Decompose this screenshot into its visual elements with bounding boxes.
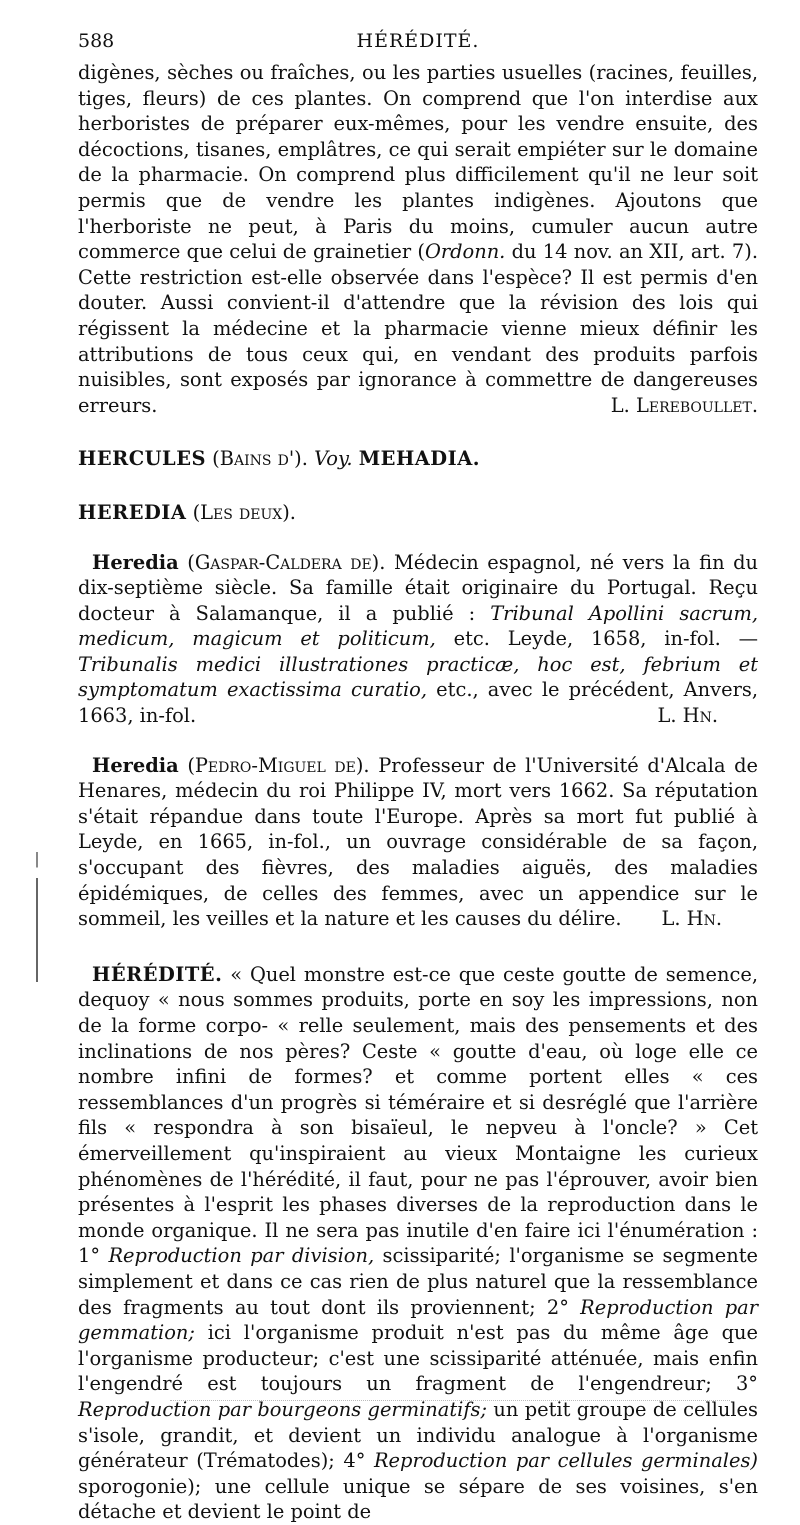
gaspar-text1: Médecin espagnol, né vers la fin du dix-septième siècle. Sa famille était originaire du Portugal. Reçu docteur à Salamanque, il a publié : [78, 550, 758, 625]
pedro-head: Heredia [92, 753, 179, 777]
entry-heredia-paren: (Les deux). [192, 500, 296, 524]
heredite-text2: scissiparité; l'organisme se segmente simplement et dans ce cas rien de plus naturel que la ressemblance des fragments au tout dont ils proviennent; 2° [78, 1244, 759, 1319]
gaspar-title1: Tribunal Apollini sacrum, medicum, magicum et politicum, [78, 601, 758, 651]
gaspar-head: Heredia [92, 550, 179, 574]
heredite-text3: ici l'organisme produit n'est pas du même âge que l'organisme producteur; c'est une scissiparité atténuée, mais enfin l'engendré est toujours un fragment de l'engendreur; 3° [78, 1321, 758, 1396]
signature-gaspar: L. Hn. [657, 704, 718, 728]
page-header [78, 30, 758, 60]
paragraph-herboristes [78, 60, 758, 418]
margin-mark [36, 852, 38, 982]
gaspar-text2: etc. Leyde, 1658, in-fol. — [435, 627, 758, 651]
heredite-it1: Reproduction par division, [108, 1244, 375, 1268]
page [78, 30, 758, 1525]
entry-hercules-target: MEHADIA. [358, 447, 480, 471]
gaspar-text3: etc., avec le précédent, Anvers, 1663, in-fol. [78, 678, 758, 728]
heredite-text4: un petit groupe de cellules s'isole, grandit, et devient un individu analogue à l'organisme générateur (Trématodes); 4° [78, 1397, 758, 1473]
para1-text2: du 14 nov. an XII, art. 7). Cette restriction est-elle observée dans l'espèce? Il est permis d'en douter. Aussi convient-il d'attendre que la révision des lois qui régissent la médecine et la pharmacie vienne mieux définir les attributions de tous ceux qui, en vendant des produits parfois nuisibles, sont exposés par ignorance à commettre de dangereuses erreurs. [78, 240, 758, 417]
running-title: HÉRÉDITÉ. [356, 30, 480, 52]
entry-hercules [78, 446, 758, 472]
heredite-text5: sporogonie); une cellule unique se sépare de ses voisines, s'en détache et devient le point de [78, 1474, 758, 1524]
signature-lereboullet: L. Lereboullet. [610, 393, 758, 417]
para1-text: digènes, sèches ou fraîches, ou les parties usuelles (racines, feuilles, tiges, fleurs) de ces plantes. On comprend que l'on interdise aux herboristes de préparer eux-mêmes, pour les vendre ensuite, des décoctions, tisanes, emplâtres, ce qui serait empiéter sur le domaine de la pharmacie. On comprend plus difficilement qu'il ne leur soit permis que de vendre les plantes indigènes. Ajoutons que l'herboriste ne peut, à Paris du moins, cumuler aucun autre commerce que celui de grainetier ( [78, 61, 758, 264]
entry-heredia-head: HEREDIA [78, 500, 187, 524]
entry-heredia [78, 500, 758, 526]
page-number: 588 [78, 30, 115, 52]
pedro-name: (Pedro-Miguel de). [187, 753, 370, 777]
heredite-text1: « Quel monstre est-ce que ceste goutte de semence, dequoy « nous sommes produits, porte en soy les impressions, non de la forme corpo- « relle seulement, mais des pensements et des inclinations de nos pères? Ceste « goutte d'eau, où loge elle ce nombre infini de formes? et comme portent elles « ces ressemblances d'un progrès si téméraire et si desréglé que l'arrière fils « respondra à son bisaïeul, le nepveu à l'oncle? » Cet émerveillement qu'inspiraient au vieux Montaigne les curieux phénomènes de l'hérédité, il faut, pour ne pas l'éprouver, avoir bien présentes à l'esprit les phases diverses de la reproduction dans le monde organique. Il ne sera pas inutile d'en faire ici l'énumération : 1° [78, 962, 758, 1268]
para1-italic: Ordonn. [424, 240, 506, 264]
entry-heredia-pedro [78, 753, 758, 932]
bottom-rule [170, 1400, 730, 1402]
heredite-it4: Reproduction par cellules germinales) [373, 1449, 758, 1473]
pedro-text: Professeur de l'Université d'Alcala de Henares, médecin du roi Philippe IV, mort vers 1662. Sa réputation s'était répandue dans toute l'Europe. Après sa mort fut publié à Leyde, en 1665, in-fol., un ouvrage considérable de sa façon, s'occupant des fièvres, des maladies aiguës, des maladies épidémiques, de celles des femmes, avec un appendice sur le sommeil, les veilles et la nature et les causes du délire. [78, 753, 758, 931]
entry-hercules-paren: (Bains d'). [212, 447, 308, 471]
gaspar-title2: Tribunalis medici illustrationes practicæ, hoc est, febrium et symptomatum exactissima curatio, [78, 652, 758, 702]
entry-heredia-gaspar [78, 550, 758, 729]
signature-lereboullet-line [78, 393, 758, 419]
gaspar-name: (Gaspar-Caldera de). [187, 550, 386, 574]
entry-hercules-voy: Voy. [314, 447, 353, 471]
heredite-it2: Reproduction par gemmation; [78, 1295, 758, 1345]
signature-pedro: L. Hn. [661, 907, 722, 931]
heredite-head: HÉRÉDITÉ. [92, 962, 223, 986]
heredite-it3: Reproduction par bourgeons germinatifs; [78, 1397, 487, 1421]
entry-heredite [78, 962, 758, 1525]
entry-hercules-head: HERCULES [78, 447, 206, 471]
